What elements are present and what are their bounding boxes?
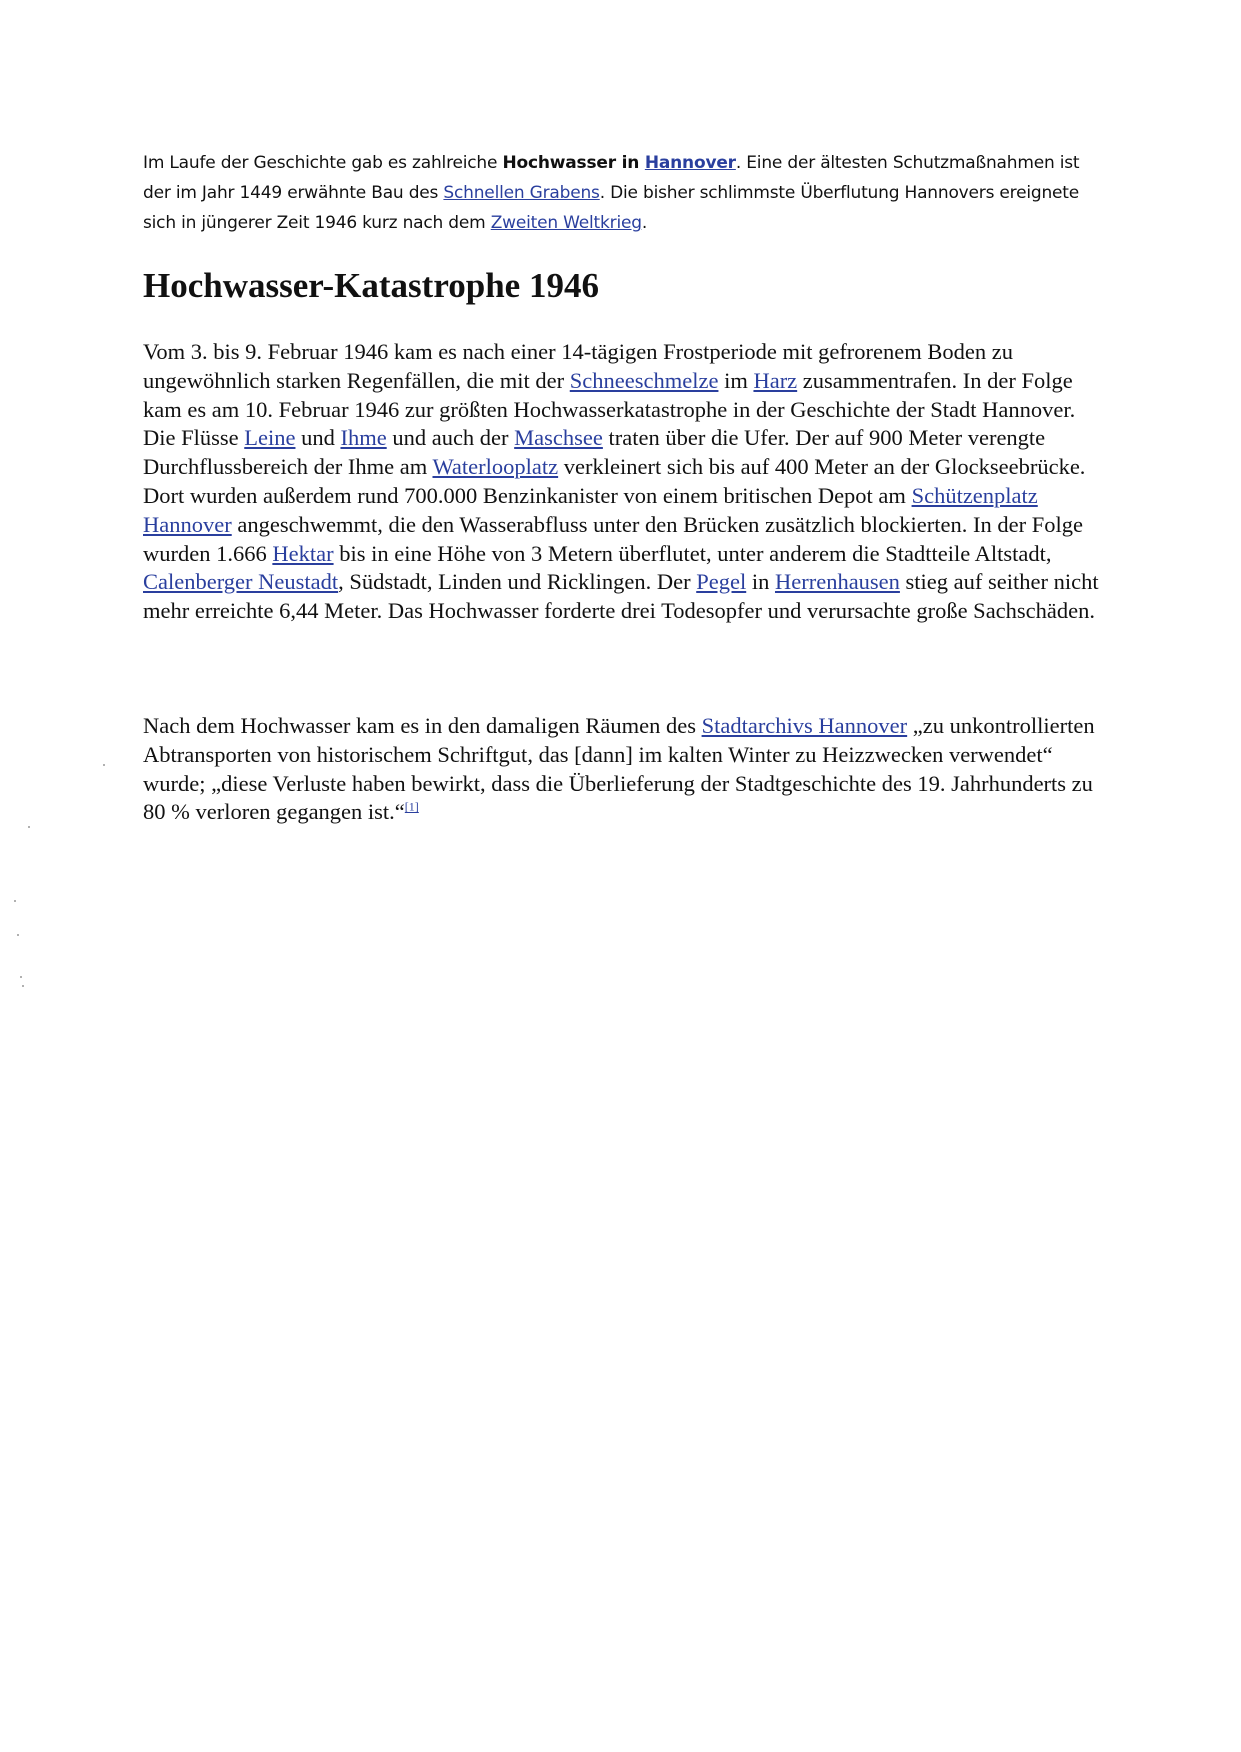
link-zweiter-weltkrieg[interactable]: Zweiten Weltkrieg — [490, 213, 642, 233]
intro-text: . — [641, 213, 648, 233]
link-stadtarchiv[interactable]: Stadtarchivs Hannover — [701, 713, 908, 738]
link-herrenhausen[interactable]: Herrenhausen — [774, 569, 900, 595]
link-hannover[interactable]: Hannover — [644, 153, 736, 173]
link-pegel[interactable]: Pegel — [696, 569, 747, 595]
body-text: und auch der — [386, 425, 515, 451]
body-text: zusammentrafen. In der Folge kam es am 10. Februar 1946 zur größten Hochwasserkatastrophe in der Geschichte der Stadt Hannover. Die Flüsse — [143, 367, 1076, 451]
intro-bold-text: Hochwasser in — [502, 153, 645, 173]
link-hektar[interactable]: Hektar — [272, 540, 334, 566]
scan-speck — [14, 900, 16, 902]
section-heading: Hochwasser-Katastrophe 1946 — [143, 266, 599, 305]
intro-paragraph — [143, 148, 1103, 238]
body-text: stieg auf seither nicht mehr erreichte 6,44 Meter. Das Hochwasser forderte drei Todesopfer und verursachte große Sachschäden. — [143, 569, 1099, 624]
footnote-reference[interactable]: [1] — [404, 799, 419, 814]
scan-speck — [20, 976, 22, 978]
body-text: verkleinert sich bis auf 400 Meter an der Glockseebrücke. Dort wurden außerdem rund 700.000 Benzinkanister von einem britischen Depot am — [143, 454, 1086, 508]
body-text: im — [718, 367, 754, 393]
link-maschsee[interactable]: Maschsee — [514, 425, 603, 451]
body-text: „zu unkontrollierten Abtransporten von historischem Schriftgut, das [dann] im kalten Winter zu Heizzwecken verwendet“ wurde; „diese Verluste haben bewirkt, dass die Überlieferung der Stadtgeschichte des 19. Jahrhunderts zu 80 % verloren gegangen ist.“ — [143, 713, 1095, 825]
link-calenberger-neustadt[interactable]: Calenberger Neustadt — [143, 569, 339, 595]
scan-speck — [22, 985, 24, 987]
link-schneeschmelze[interactable]: Schneeschmelze — [569, 367, 719, 393]
body-text: Nach dem Hochwasser kam es in den damaligen Räumen des — [143, 713, 702, 738]
link-ihme[interactable]: Ihme — [340, 425, 387, 451]
intro-text: . Die bisher schlimmste Überflutung Hannovers ereignete sich in jüngerer Zeit 1946 kurz nach dem — [143, 183, 1080, 233]
intro-text: Im Laufe der Geschichte gab es zahlreiche — [143, 153, 503, 173]
body-text: traten über die Ufer. Der auf 900 Meter verengte Durchflussbereich der Ihme am — [143, 425, 1046, 480]
link-schneller-graben[interactable]: Schnellen Grabens — [443, 183, 600, 203]
body-text: bis in eine Höhe von 3 Metern überflutet, unter anderem die Stadtteile Altstadt, — [333, 540, 1052, 566]
link-schuetzenplatz[interactable]: Schützenplatz Hannover — [143, 482, 1038, 537]
scan-speck — [28, 826, 30, 828]
link-leine[interactable]: Leine — [244, 425, 296, 451]
body-text: , Südstadt, Linden und Ricklingen. Der — [338, 569, 697, 595]
intro-text: . Eine der ältesten Schutzmaßnahmen ist der im Jahr 1449 erwähnte Bau des — [143, 153, 1080, 203]
body-text: Vom 3. bis 9. Februar 1946 kam es nach einer 14-tägigen Frostperiode mit gefrorenem Boden zu ungewöhnlich starken Regenfällen, die mit der — [143, 339, 1013, 393]
scan-speck — [103, 764, 105, 766]
body-text: und — [295, 425, 341, 451]
body-text: angeschwemmt, die den Wasserabfluss unter den Brücken zusätzlich blockierten. In der Folge wurden 1.666 — [143, 511, 1083, 566]
body-paragraph-archive — [143, 712, 1103, 827]
body-paragraph-flood — [143, 338, 1103, 626]
link-waterlooplatz[interactable]: Waterlooplatz — [432, 454, 559, 480]
body-text: in — [746, 569, 775, 595]
link-harz[interactable]: Harz — [753, 367, 798, 393]
scan-speck — [17, 934, 19, 936]
